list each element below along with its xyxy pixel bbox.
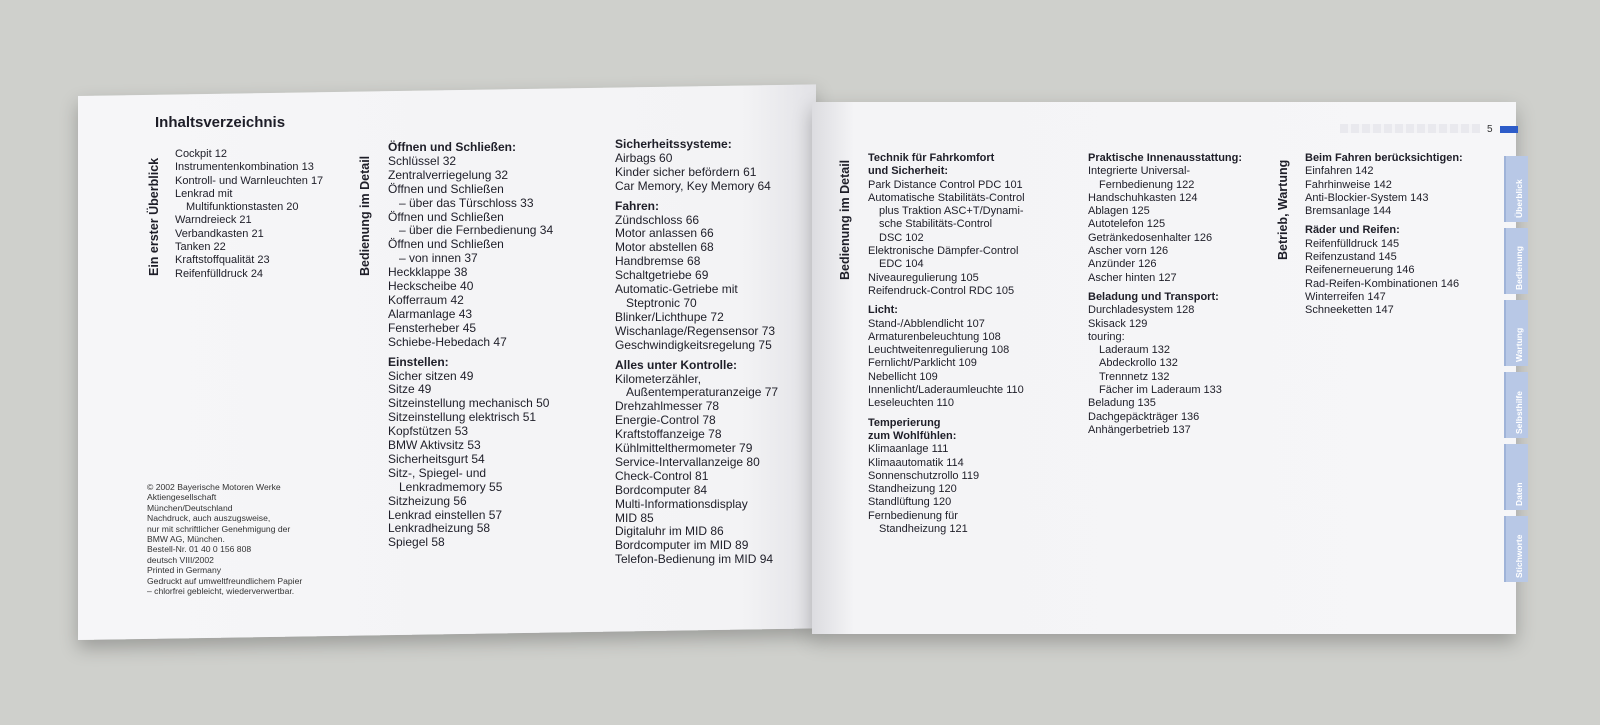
imprint-line: Bestell-Nr. 01 40 0 156 808: [147, 544, 252, 555]
toc-entry: Ascher hinten 127: [1088, 271, 1177, 284]
toc-column-comfort: [868, 152, 1025, 536]
toc-heading: Beladung und Transport:: [1088, 290, 1219, 303]
tab-daten[interactable]: [1504, 444, 1528, 510]
toc-entry: Instrumentenkombination 13: [175, 161, 314, 174]
toc-entry: DSC 102: [879, 231, 924, 244]
toc-entry: Innenlicht/Laderaumleuchte 110: [868, 384, 1024, 397]
tab-label: Daten: [1514, 482, 1524, 506]
toc-entry: Motor anlassen 66: [615, 226, 714, 241]
toc-entry: Alarmanlage 43: [388, 306, 473, 321]
section-label-operation-2: Bedienung im Detail: [838, 159, 852, 280]
toc-entry: Ascher vorn 126: [1088, 245, 1169, 258]
toc-entry: Geschwindigkeitsregelung 75: [615, 337, 772, 352]
toc-entry: Steptronic 70: [626, 295, 697, 310]
toc-entry: Sonnenschutzrollo 119: [868, 469, 980, 482]
toc-entry: Durchladesystem 128: [1088, 304, 1195, 317]
toc-entry: Reifenfülldruck 24: [175, 267, 264, 280]
tab-label: Wartung: [1514, 327, 1524, 362]
toc-entry: Standlüftung 120: [868, 496, 952, 509]
page-marker-bar: [1500, 126, 1518, 133]
toc-entry: MID 85: [615, 510, 654, 525]
toc-entry: Integrierte Universal-: [1088, 165, 1191, 178]
imprint-line: deutsch VIII/2002: [147, 554, 214, 565]
imprint-line: – chlorfrei gebleicht, wiederverwertbar.: [147, 586, 295, 597]
toc-column-overview: [175, 148, 323, 281]
toc-entry: Trennnetz 132: [1099, 370, 1170, 383]
toc-entry: Reifenzustand 145: [1305, 251, 1397, 264]
toc-entry: Autotelefon 125: [1088, 218, 1166, 231]
section-label-overview: Ein erster Überblick: [147, 157, 161, 276]
toc-entry: Tanken 22: [175, 241, 226, 254]
toc-entry: Lenkradheizung 58: [388, 521, 491, 536]
toc-entry: Bordcomputer im MID 89: [615, 538, 749, 553]
imprint-line: © 2002 Bayerische Motoren Werke: [147, 482, 281, 492]
toc-entry: Digitaluhr im MID 86: [615, 524, 724, 539]
toc-entry: Automatic-Getriebe mit: [615, 282, 738, 297]
imprint-line: nur mit schriftlicher Genehmigung der: [147, 523, 291, 534]
imprint: [147, 482, 302, 596]
toc-heading: Technik für Fahrkomfort: [868, 152, 995, 164]
imprint-line: BMW AG, München.: [147, 534, 225, 545]
toc-entry: Schlüssel 32: [388, 153, 457, 168]
toc-entry: Kraftstoffqualität 23: [175, 254, 270, 267]
toc-entry: Anzünder 126: [1088, 258, 1157, 271]
toc-entry: Stand-/Abblendlicht 107: [868, 317, 985, 330]
toc-entry: Kühlmittelthermometer 79: [615, 441, 753, 456]
toc-entry: Nebellicht 109: [868, 370, 938, 383]
toc-entry: Elektronische Dämpfer-Control: [868, 245, 1019, 258]
toc-entry: Handbremse 68: [615, 254, 701, 269]
toc-entry: Klimaautomatik 114: [868, 456, 964, 469]
toc-entry: Park Distance Control PDC 101: [868, 178, 1023, 191]
toc-entry: Winterreifen 147: [1305, 290, 1386, 303]
imprint-line: Nachdruck, auch auszugsweise,: [147, 513, 271, 524]
toc-entry: Sitze 49: [388, 382, 432, 397]
toc-entry: Öffnen und Schließen: [388, 181, 504, 196]
toc-entry: Airbags 60: [615, 150, 673, 165]
imprint-line: Gedruckt auf umweltfreundlichem Papier: [147, 575, 303, 586]
toc-entry: Kinder sicher befördern 61: [615, 164, 757, 179]
toc-entry: Sitz-, Spiegel- und: [388, 465, 487, 480]
toc-entry: Standheizung 120: [868, 483, 957, 496]
toc-entry: Car Memory, Key Memory 64: [615, 178, 771, 193]
toc-column-interior: [1088, 152, 1242, 437]
toc-entry: Fernbedienung 122: [1099, 178, 1195, 191]
toc-entry: Heckklappe 38: [388, 265, 468, 280]
toc-entry: Fernlicht/Parklicht 109: [868, 357, 977, 370]
toc-entry: Standheizung 121: [879, 523, 968, 536]
toc-entry: Schaltgetriebe 69: [615, 268, 709, 283]
toc-column-maintenance: [1305, 152, 1463, 318]
toc-entry: Reifenfülldruck 145: [1305, 237, 1400, 250]
tab-selbsthilfe[interactable]: [1504, 372, 1528, 438]
toc-heading: zum Wohlfühlen:: [868, 429, 957, 442]
tab-bedienung[interactable]: [1504, 228, 1528, 294]
toc-entry: Niveauregulierung 105: [868, 271, 979, 284]
toc-entry: Abdeckrollo 132: [1099, 357, 1178, 370]
toc-entry: – von innen 37: [399, 251, 478, 266]
running-header: [1340, 124, 1480, 133]
toc-entry: Sitzeinstellung mechanisch 50: [388, 396, 550, 411]
imprint-line: Printed in Germany: [147, 565, 222, 576]
toc-entry: Kontroll- und Warnleuchten 17: [175, 174, 324, 187]
toc-entry: Rad-Reifen-Kombinationen 146: [1305, 277, 1460, 290]
toc-entry: Getränkedosenhalter 126: [1088, 231, 1213, 244]
toc-heading: und Sicherheit:: [868, 165, 949, 178]
toc-entry: Anhängerbetrieb 137: [1088, 423, 1191, 436]
toc-entry: Ablagen 125: [1088, 205, 1150, 218]
toc-entry: Reifendruck-Control RDC 105: [868, 284, 1015, 297]
section-label-maintenance: Betrieb, Wartung: [1276, 159, 1290, 260]
toc-entry: Motor abstellen 68: [615, 240, 714, 255]
toc-entry: Skisack 129: [1088, 317, 1148, 330]
toc-entry: Multifunktionstasten 20: [186, 201, 299, 214]
tab-label: Bedienung: [1514, 246, 1524, 290]
toc-heading: Einstellen:: [388, 354, 449, 369]
toc-heading: Beim Fahren berücksichtigen:: [1305, 152, 1463, 164]
toc-entry: Wischanlage/Regensensor 73: [615, 323, 776, 338]
toc-entry: touring:: [1088, 330, 1125, 343]
toc-entry: Energie-Control 78: [615, 413, 716, 428]
toc-entry: – über die Fernbedienung 34: [399, 223, 554, 238]
toc-entry: Automatische Stabilitäts-Control: [868, 191, 1025, 204]
toc-entry: Klimaanlage 111: [868, 443, 949, 456]
tab-label: Selbsthilfe: [1514, 391, 1524, 434]
toc-entry: Kopfstützen 53: [388, 424, 469, 439]
toc-entry: Zentralverriegelung 32: [388, 167, 509, 182]
toc-entry: Drehzahlmesser 78: [615, 399, 720, 414]
toc-heading: Licht:: [868, 304, 898, 317]
imprint-line: München/Deutschland: [147, 502, 233, 513]
toc-entry: Fernbedienung für: [868, 509, 958, 522]
toc-entry: Schneeketten 147: [1305, 304, 1394, 317]
toc-entry: Spiegel 58: [388, 535, 445, 550]
toc-entry: Lenkrad mit: [175, 187, 233, 200]
toc-heading: Fahren:: [615, 198, 660, 213]
toc-entry: Kofferraum 42: [388, 292, 464, 307]
imprint-line: Aktiengesellschaft: [147, 492, 217, 503]
toc-heading: Praktische Innenausstattung:: [1088, 152, 1243, 164]
toc-entry: Laderaum 132: [1099, 344, 1170, 357]
toc-entry: plus Traktion ASC+T/Dynami-: [879, 205, 1024, 218]
toc-entry: Sicherheitsgurt 54: [388, 451, 485, 466]
toc-heading: Alles unter Kontrolle:: [615, 357, 738, 372]
toc-heading: Temperierung: [868, 416, 941, 429]
toc-entry: Öffnen und Schließen: [388, 237, 504, 252]
toc-entry: Bordcomputer 84: [615, 482, 708, 497]
toc-entry: Fahrhinweise 142: [1305, 178, 1392, 191]
toc-entry: Dachgepäckträger 136: [1088, 410, 1200, 423]
toc-entry: Sitzheizung 56: [388, 493, 467, 508]
page-title: Inhaltsverzeichnis: [155, 114, 286, 131]
tab-label: Stichworte: [1514, 534, 1524, 578]
section-label-operation: Bedienung im Detail: [358, 155, 372, 276]
toc-entry: Check-Control 81: [615, 468, 709, 483]
toc-entry: sche Stabilitäts-Control: [879, 218, 993, 231]
toc-entry: – über das Türschloss 33: [399, 195, 534, 210]
toc-entry: Telefon-Bedienung im MID 94: [615, 552, 774, 567]
toc-entry: Bremsanlage 144: [1305, 205, 1392, 218]
tab-stichworte[interactable]: [1504, 516, 1528, 582]
toc-entry: Sitzeinstellung elektrisch 51: [388, 410, 537, 425]
toc-heading: Räder und Reifen:: [1305, 224, 1400, 237]
toc-entry: Außentemperaturanzeige 77: [626, 385, 779, 400]
page-number: 5: [1487, 124, 1493, 135]
toc-entry: BMW Aktivsitz 53: [388, 438, 481, 453]
toc-entry: Kraftstoffanzeige 78: [615, 427, 722, 442]
toc-entry: Lenkrad einstellen 57: [388, 507, 503, 522]
toc-entry: Handschuhkasten 124: [1088, 191, 1198, 204]
tab-ueberblick[interactable]: [1504, 156, 1528, 222]
toc-heading: Sicherheitssysteme:: [615, 137, 732, 151]
toc-entry: Fächer im Laderaum 133: [1099, 384, 1222, 397]
tab-wartung[interactable]: [1504, 300, 1528, 366]
toc-entry: Beladung 135: [1088, 397, 1156, 410]
toc-entry: Leseleuchten 110: [868, 397, 955, 410]
toc-entry: Lenkradmemory 55: [399, 479, 503, 494]
toc-entry: Leuchtweitenregulierung 108: [868, 344, 1010, 357]
toc-entry: Öffnen und Schließen: [388, 209, 504, 224]
toc-column-operation-right: [615, 138, 778, 567]
toc-entry: Zündschloss 66: [615, 212, 700, 227]
toc-entry: Armaturenbeleuchtung 108: [868, 330, 1001, 343]
toc-entry: Reifenerneuerung 146: [1305, 264, 1415, 277]
tab-label: Überblick: [1514, 179, 1524, 218]
toc-entry: Multi-Informationsdisplay: [615, 496, 748, 511]
toc-entry: Anti-Blockier-System 143: [1305, 191, 1429, 204]
toc-entry: Heckscheibe 40: [388, 279, 474, 294]
toc-column-operation-left: [388, 141, 553, 550]
toc-entry: Cockpit 12: [175, 148, 227, 160]
toc-entry: Service-Intervallanzeige 80: [615, 454, 760, 469]
toc-entry: EDC 104: [879, 258, 924, 271]
toc-entry: Kilometerzähler,: [615, 371, 702, 386]
toc-heading: Öffnen und Schließen:: [388, 140, 516, 154]
toc-entry: Verbandkasten 21: [175, 227, 264, 240]
toc-entry: Sicher sitzen 49: [388, 368, 474, 383]
toc-entry: Warndreieck 21: [175, 214, 252, 227]
toc-entry: Schiebe-Hebedach 47: [388, 334, 507, 349]
toc-entry: Fensterheber 45: [388, 320, 477, 335]
toc-entry: Blinker/Lichthupe 72: [615, 309, 724, 324]
toc-entry: Einfahren 142: [1305, 165, 1374, 178]
